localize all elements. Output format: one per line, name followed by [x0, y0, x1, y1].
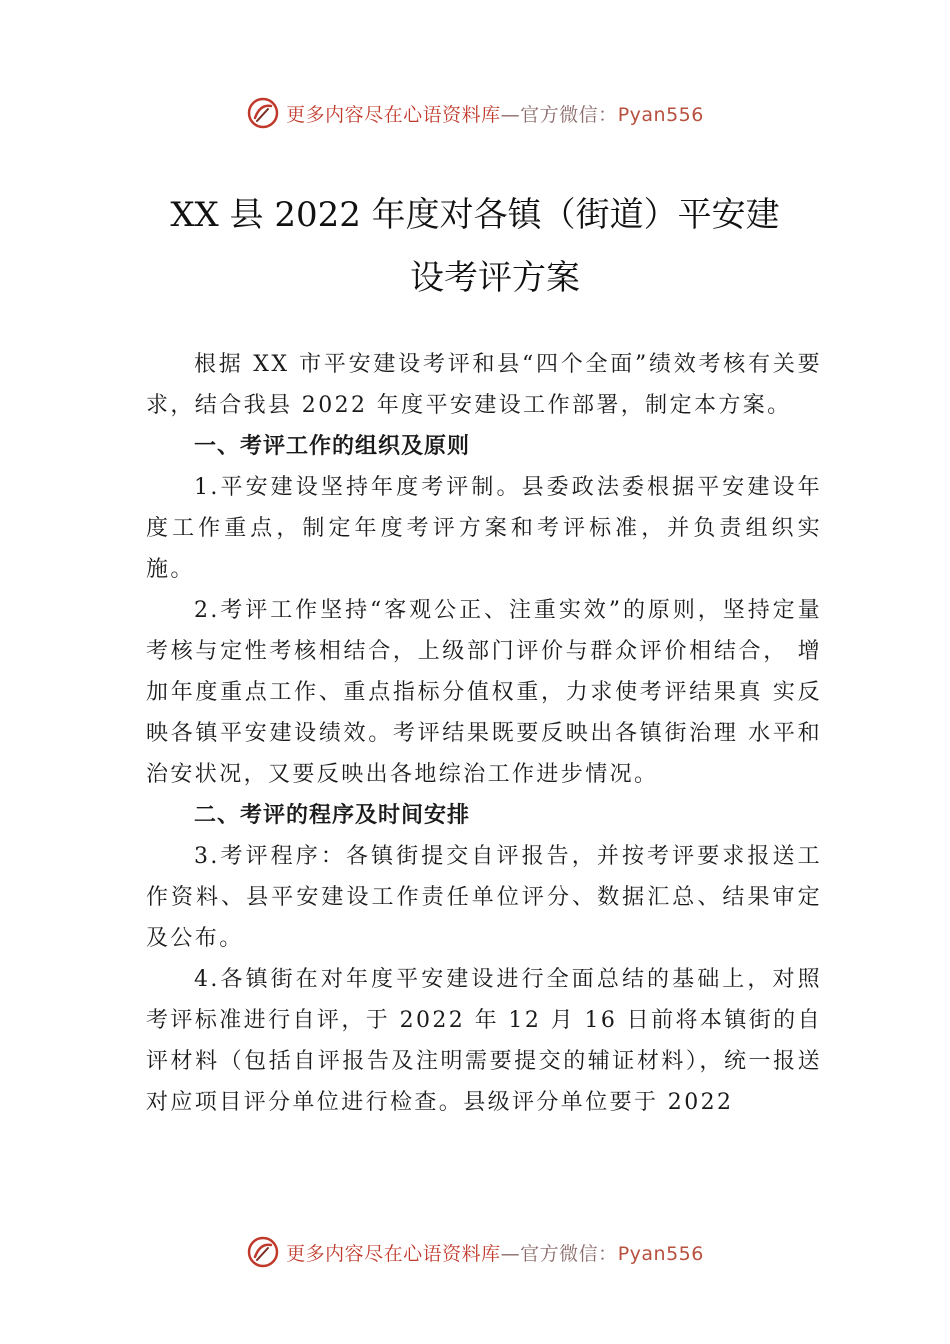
intro-paragraph: 根据 XX 市平安建设考评和县“四个全面”绩效考核有关要求，结合我县 2022 年度平安建设工作部署，制定本方案。 [146, 352, 822, 418]
footer-banner [0, 1232, 950, 1272]
banner-brand-text: 更多内容尽在心语资料库 [286, 103, 501, 126]
banner-wechat-label: 官方微信： [520, 1242, 618, 1265]
paragraph-item-3: 3.考评程序：各镇街提交自评报告，并按考评要求报送工作资料、县平安建设工作责任单位评分、数据汇总、结果审定及公布。 [146, 844, 822, 951]
banner-dash: — [500, 103, 521, 126]
section-heading-2: 二、考评的程序及时间安排 [194, 803, 471, 828]
brand-logo-icon [246, 1235, 280, 1269]
brand-logo-icon [246, 96, 280, 130]
banner-wechat-id: Pyan556 [617, 103, 704, 126]
document-body [146, 344, 822, 1123]
paragraph-item-1: 1.平安建设坚持年度考评制。县委政法委根据平安建设年度工作重点，制定年度考评方案和考评标准，并负责组织实施。 [146, 475, 822, 582]
section-heading-1: 一、考评工作的组织及原则 [194, 434, 471, 459]
document-title-line-1: XX 县 2022 年度对各镇（街道）平安建 [170, 195, 780, 235]
paragraph-item-4: 4.各镇街在对年度平安建设进行全面总结的基础上，对照考评标准进行自评，于 2022 年 12 月 16 日前将本镇街的自评材料（包括自评报告及注明需要提交的辅证材料），统一报送对应项目评分单位进行检查。县级评分单位要于 2022 [146, 967, 822, 1115]
banner-text [286, 1239, 704, 1266]
document-title-line-2: 设考评方案 [410, 258, 580, 298]
banner-wechat-label: 官方微信： [520, 103, 618, 126]
paragraph-item-2: 2.考评工作坚持“客观公正、注重实效”的原则，坚持定量考核与定性考核相结合，上级部门评价与群众评价相结合， 增加年度重点工作、重点指标分值权重，力求使考评结果真 实反映各镇平安建设绩效。考评结果既要反映出各镇街治理 水平和治安状况，又要反映出各地综治工作进步情况。 [146, 598, 822, 787]
banner-text [286, 100, 704, 127]
banner-brand-text: 更多内容尽在心语资料库 [286, 1242, 501, 1265]
header-banner [0, 93, 950, 133]
banner-wechat-id: Pyan556 [617, 1242, 704, 1265]
banner-dash: — [500, 1242, 521, 1265]
